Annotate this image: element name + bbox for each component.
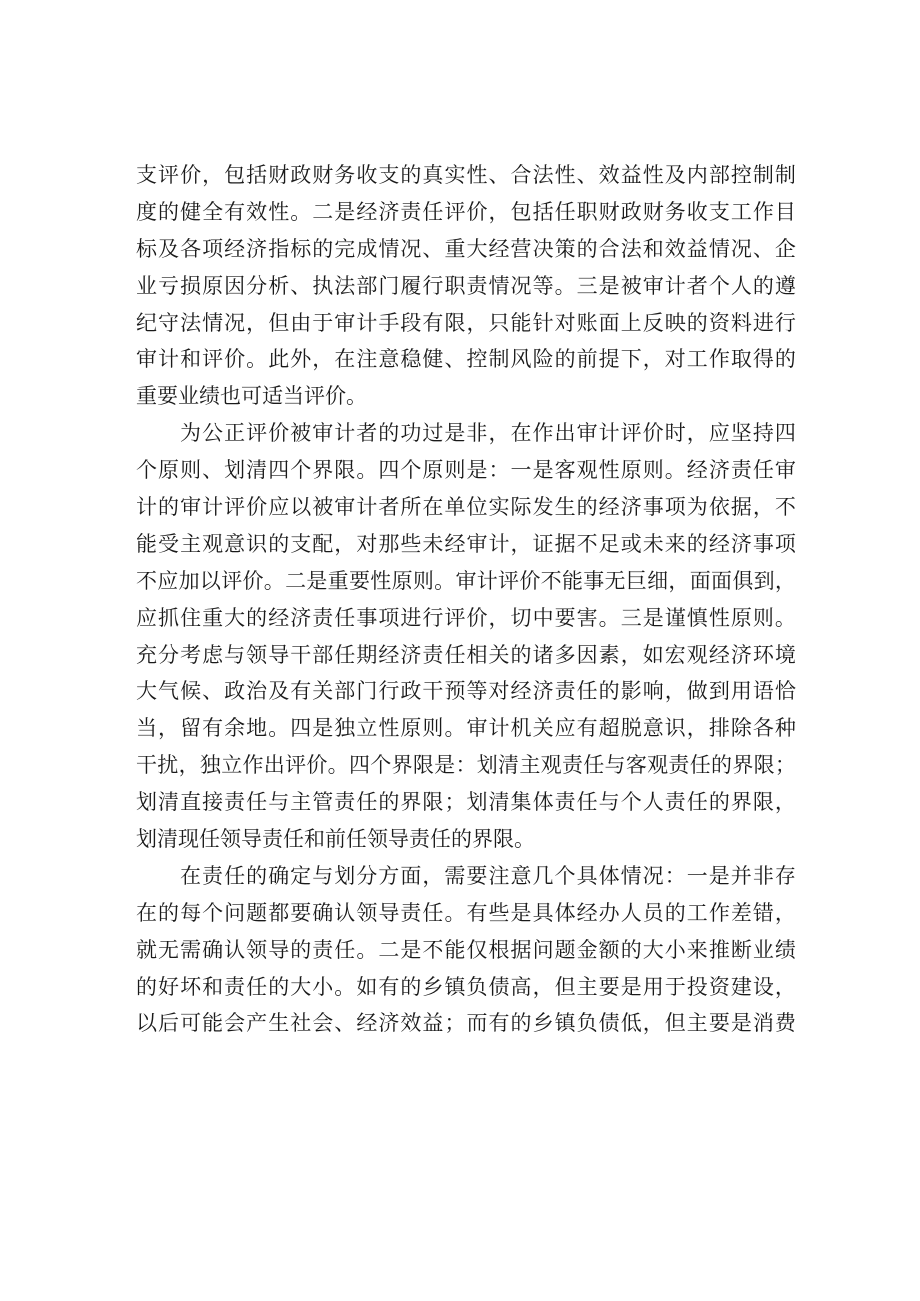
text-line: 业 亏 损 原 因 分 析 、 执 法 部 门 履 行 职 责 情 况 等 。 三 是 被 审 计 者 个 人 的 遵	[136, 273, 796, 298]
text-line: 支 评 价 ， 包 括 财 政 财 务 收 支 的 真 实 性 、 合 法 性 、 效 益 性 及 内 部 控 制 制	[136, 163, 796, 187]
text-line: 为 公 正 评 价 被 审 计 者 的 功 过 是 非 ， 在 作 出 审 计 评 价 时 ， 应 坚 持 四	[180, 421, 796, 446]
text-line: 在 的 每 个 问 题 都 要 确 认 领 导 责 任 。 有 些 是 具 体 经 办 人 员 的 工 作 差 错 ，	[136, 900, 796, 925]
text-line: 当 ， 留 有 余 地 。 四 是 独 立 性 原 则 。 审 计 机 关 应 有 超 脱 意 识 ， 排 除 各 种	[136, 716, 796, 741]
text-line: 划清现任领导责任和前任领导责任的界限。	[136, 827, 535, 852]
document-body	[136, 157, 796, 1042]
text-line: 的 好 坏 和 责 任 的 大 小 。 如 有 的 乡 镇 负 债 高 ， 但 主 要 是 用 于 投 资 建 设 ，	[136, 974, 796, 999]
text-line: 纪 守 法 情 况 ， 但 由 于 审 计 手 段 有 限 ， 只 能 针 对 账 面 上 反 映 的 资 料 进 行	[136, 310, 796, 335]
text-line: 审 计 和 评 价 。 此 外 ， 在 注 意 稳 健 、 控 制 风 险 的 前 提 下 ， 对 工 作 取 得 的	[136, 347, 796, 372]
text-line: 标 及 各 项 经 济 指 标 的 完 成 情 况 、 重 大 经 营 决 策 的 合 法 和 效 益 情 况 、 企	[136, 236, 796, 261]
text-line: 在 责 任 的 确 定 与 划 分 方 面 ， 需 要 注 意 几 个 具 体 情 况 ： 一 是 并 非 存	[180, 863, 796, 888]
text-line: 充 分 考 虑 与 领 导 干 部 任 期 经 济 责 任 相 关 的 诸 多 因 素 ， 如 宏 观 经 济 环 境	[136, 642, 796, 667]
text-line: 大 气 候 、 政 治 及 有 关 部 门 行 政 干 预 等 对 经 济 责 任 的 影 响 ， 做 到 用 语 恰	[136, 679, 796, 704]
text-line: 不 应 加 以 评 价 。 二 是 重 要 性 原 则 。 审 计 评 价 不 能 事 无 巨 细 ， 面 面 俱 到 ，	[136, 568, 796, 593]
text-line: 计 的 审 计 评 价 应 以 被 审 计 者 所 在 单 位 实 际 发 生 的 经 济 事 项 为 依 据 ， 不	[136, 495, 796, 520]
text-line: 就 无 需 确 认 领 导 的 责 任 。 二 是 不 能 仅 根 据 问 题 金 额 的 大 小 来 推 断 业 绩	[136, 937, 796, 962]
text-line: 重要业绩也可适当评价。	[136, 384, 367, 409]
text-line: 划 清 直 接 责 任 与 主 管 责 任 的 界 限 ； 划 清 集 体 责 任 与 个 人 责 任 的 界 限 ，	[136, 790, 796, 815]
text-line: 度 的 健 全 有 效 性 。 二 是 经 济 责 任 评 价 ， 包 括 任 职 财 政 财 务 收 支 工 作 目	[136, 199, 796, 224]
text-line: 干 扰 ， 独 立 作 出 评 价 。 四 个 界 限 是 ： 划 清 主 观 责 任 与 客 观 责 任 的 界 限 ；	[136, 753, 796, 778]
text-line: 能 受 主 观 意 识 的 支 配 ， 对 那 些 未 经 审 计 ， 证 据 不 足 或 未 来 的 经 济 事 项	[136, 531, 796, 556]
text-line: 以 后 可 能 会 产 生 社 会 、 经 济 效 益 ； 而 有 的 乡 镇 负 债 低 ， 但 主 要 是 消 费	[136, 1011, 796, 1036]
text-line: 应 抓 住 重 大 的 经 济 责 任 事 项 进 行 评 价 ， 切 中 要 害 。 三 是 谨 慎 性 原 则 。	[136, 605, 796, 630]
text-line: 个 原 则 、 划 清 四 个 界 限 。 四 个 原 则 是 ： 一 是 客 观 性 原 则 。 经 济 责 任 审	[136, 458, 796, 483]
